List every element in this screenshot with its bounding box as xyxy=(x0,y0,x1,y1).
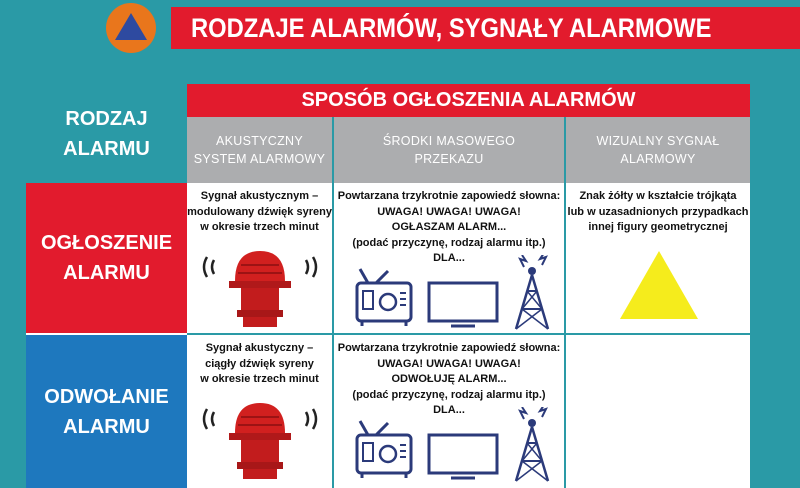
column-header-visual: WIZUALNY SYGNAŁ ALARMOWY xyxy=(566,117,750,183)
cell-media-cancel: Powtarzana trzykrotnie zapowiedź słowna: UWAGA! UWAGA! UWAGA! ODWOŁUJĘ ALARM... (podać przyczynę, rodzaj alarmu itp.) DLA... xyxy=(334,335,564,488)
group-header: SPOSÓB OGŁOSZENIA ALARMÓW xyxy=(187,84,750,117)
antenna-tower-icon xyxy=(506,255,558,331)
grid-divider xyxy=(187,333,750,335)
cell-acoustic-cancel: Sygnał akustyczny – ciągły dźwięk syreny w okresie trzech minut xyxy=(187,335,332,488)
grid-divider xyxy=(564,117,566,488)
page-title: RODZAJE ALARMÓW, SYGNAŁY ALARMOWE xyxy=(171,7,800,49)
civil-defence-logo-icon xyxy=(106,3,156,53)
cell-visual-announce: Znak żółty w kształcie trójkąta lub w uzasadnionych przypadkach innej figury geometrycznej xyxy=(566,183,750,333)
cell-media-announce: Powtarzana trzykrotnie zapowiedź słowna: UWAGA! UWAGA! UWAGA! OGŁASZAM ALARM... (podać przyczynę, rodzaj alarmu itp.) DLA... xyxy=(334,183,564,333)
row-header-odwolanie: ODWOŁANIE ALARMU xyxy=(26,335,187,488)
tv-icon xyxy=(427,281,499,329)
radio-icon xyxy=(354,265,414,327)
radio-icon xyxy=(354,417,414,479)
tv-icon xyxy=(427,433,499,481)
siren-icon xyxy=(199,245,321,330)
yellow-triangle-icon xyxy=(618,249,700,321)
antenna-tower-icon xyxy=(506,407,558,483)
grid-divider xyxy=(332,117,334,488)
row-header-ogloszenie: OGŁOSZENIE ALARMU xyxy=(26,183,187,333)
column-header-acoustic: AKUSTYCZNY SYSTEM ALARMOWY xyxy=(187,117,332,183)
column-header-media: ŚRODKI MASOWEGO PRZEKAZU xyxy=(334,117,564,183)
cell-acoustic-announce: Sygnał akustycznym – modulowany dźwięk syreny w okresie trzech minut xyxy=(187,183,332,333)
siren-icon xyxy=(199,397,321,482)
corner-header: RODZAJ ALARMU xyxy=(26,84,187,183)
cell-visual-cancel xyxy=(566,335,750,488)
